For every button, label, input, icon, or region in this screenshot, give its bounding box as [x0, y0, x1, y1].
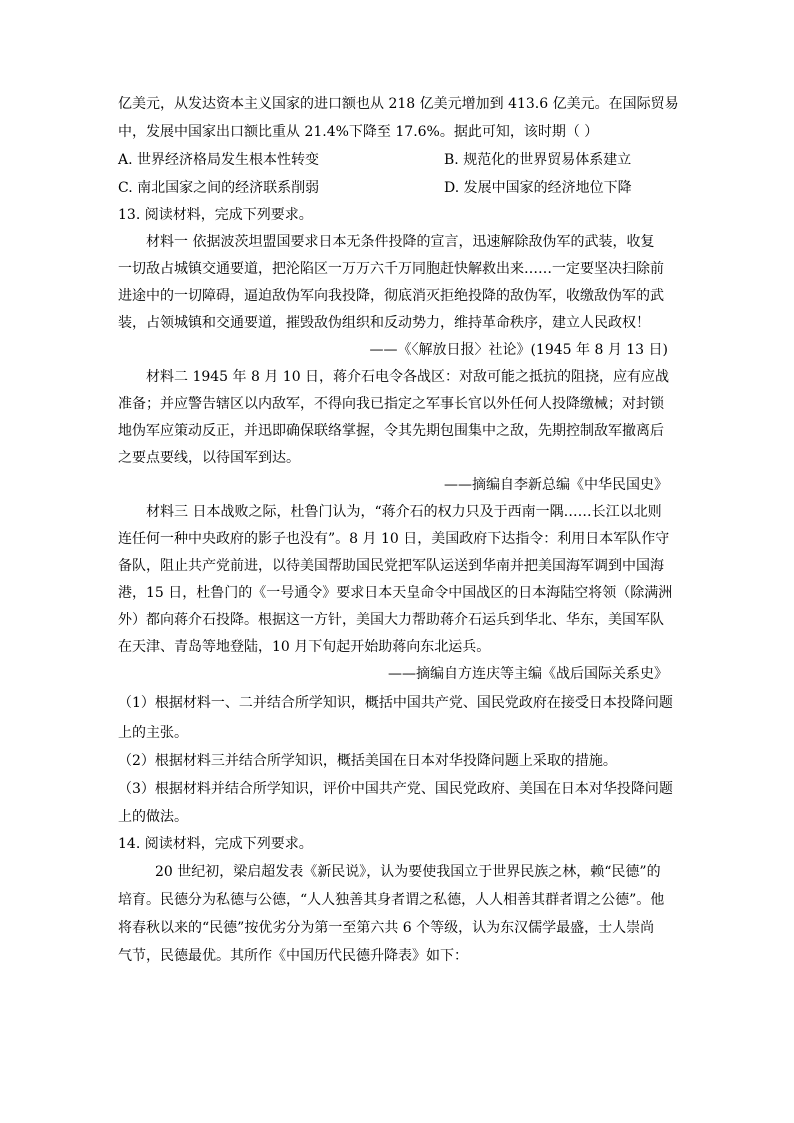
q12-option-d: D. 发展中国家的经济地位下降 [444, 180, 632, 196]
q12-option-a: A. 世界经济格局发生根本性转变 [118, 152, 320, 168]
q14-line-2: 培育。民德分为私德与公德，“人人独善其身者谓之私德，人人相善其群者谓之公德”。他 [118, 892, 665, 908]
material-2-line-4: 之要点要线，以待国军到达。 [118, 450, 300, 466]
material-1-line-4: 装，占领城镇和交通要道，摧毁敌伪组织和反动势力，维持革命秩序，建立人民政权！ [118, 315, 650, 331]
material-1-line-3: 进途中的一切障碍，逼迫敌伪军向我投降，彻底消灭拒绝投降的敌伪军，收缴敌伪军的武 [118, 288, 664, 304]
material-3-line-5: 外）都向蒋介石投降。根据这一方针，美国大力帮助蒋介石运兵到华北、华东，美国军队 [118, 612, 664, 628]
q12-option-b: B. 规范化的世界贸易体系建立 [444, 152, 632, 168]
material-3-line-1: 材料三 日本战败之际，杜鲁门认为，“蒋介石的权力只及于西南一隅……长江以北则 [146, 504, 662, 520]
q13-stem: 13. 阅读材料，完成下列要求。 [118, 207, 313, 223]
q12-line-2: 中，发展中国家出口额比重从 21.4%下降至 17.6%。据此可知，该时期（ ） [118, 124, 599, 140]
q12-option-c: C. 南北国家之间的经济联系削弱 [118, 180, 320, 196]
sub-question-3-line-1: （3）根据材料并结合所学知识，评价中国共产党、国民党政府、美国在日本对华投降问题 [118, 781, 673, 797]
material-3-line-3: 备队，阻止共产党前进，以待美国帮助国民党把军队运送到华南并把美国海军调到中国海 [118, 558, 664, 574]
sub-question-3-line-2: 上的做法。 [118, 809, 188, 825]
material-1-line-2: 一切敌占城镇交通要道，把沦陷区一万万六千万同胞赶快解救出来……一定要坚决扫除前 [118, 261, 664, 277]
q14-line-1: 20 世纪初，梁启超发表《新民说》，认为要使我国立于世界民族之林，赖“民德”的 [155, 864, 661, 880]
q12-line-1: 亿美元，从发达资本主义国家的进口额也从 218 亿美元增加到 413.6 亿美元。在国际贸易 [118, 96, 679, 112]
material-3-line-4: 港，15 日，杜鲁门的《一号通令》要求日本天皇命令中国战区的日本海陆空将领（除满洲 [118, 585, 673, 601]
sub-question-1-line-1: （1）根据材料一、二并结合所学知识，概括中国共产党、国民党政府在接受日本投降问题 [118, 695, 673, 711]
q14-stem: 14. 阅读材料，完成下列要求。 [118, 836, 313, 852]
material-2-source: ——摘编自李新总编《中华民国史》 [444, 477, 668, 493]
q14-line-4: 气节，民德最优。其所作《中国历代民德升降表》如下： [118, 948, 468, 964]
q14-line-3: 将春秋以来的“民德”按优劣分为第一至第六共 6 个等级，认为东汉儒学最盛，士人崇尚 [118, 920, 655, 936]
material-3-line-6: 在天津、青岛等地登陆，10 月下旬起开始助蒋向东北运兵。 [118, 639, 491, 655]
material-1-line-1: 材料一 依据波茨坦盟国要求日本无条件投降的宣言，迅速解除敌伪军的武装，收复 [146, 234, 655, 250]
material-2-line-3: 地伪军应策动反正，并迅即确保联络掌握，令其先期包围集中之敌，先期控制敌军撤离后 [118, 423, 664, 439]
sub-question-1-line-2: 上的主张。 [118, 725, 188, 741]
material-3-source: ——摘编自方连庆等主编《战后国际关系史》 [388, 666, 668, 682]
material-3-line-2: 连任何一种中央政府的影子也没有”。8 月 10 日，美国政府下达指令：利用日本军队作守 [118, 531, 670, 547]
material-2-line-1: 材料二 1945 年 8 月 10 日，蒋介石电令各战区：对敌可能之抵抗的阻挠，应有应战 [146, 369, 670, 385]
material-2-line-2: 准备；并应警告辖区以内敌军，不得向我已指定之军事长官以外任何人投降缴械；对封锁 [118, 396, 664, 412]
sub-question-2: （2）根据材料三并结合所学知识，概括美国在日本对华投降问题上采取的措施。 [118, 753, 617, 769]
material-1-source: ——《〈解放日报〉社论》(1945 年 8 月 13 日) [369, 342, 668, 358]
